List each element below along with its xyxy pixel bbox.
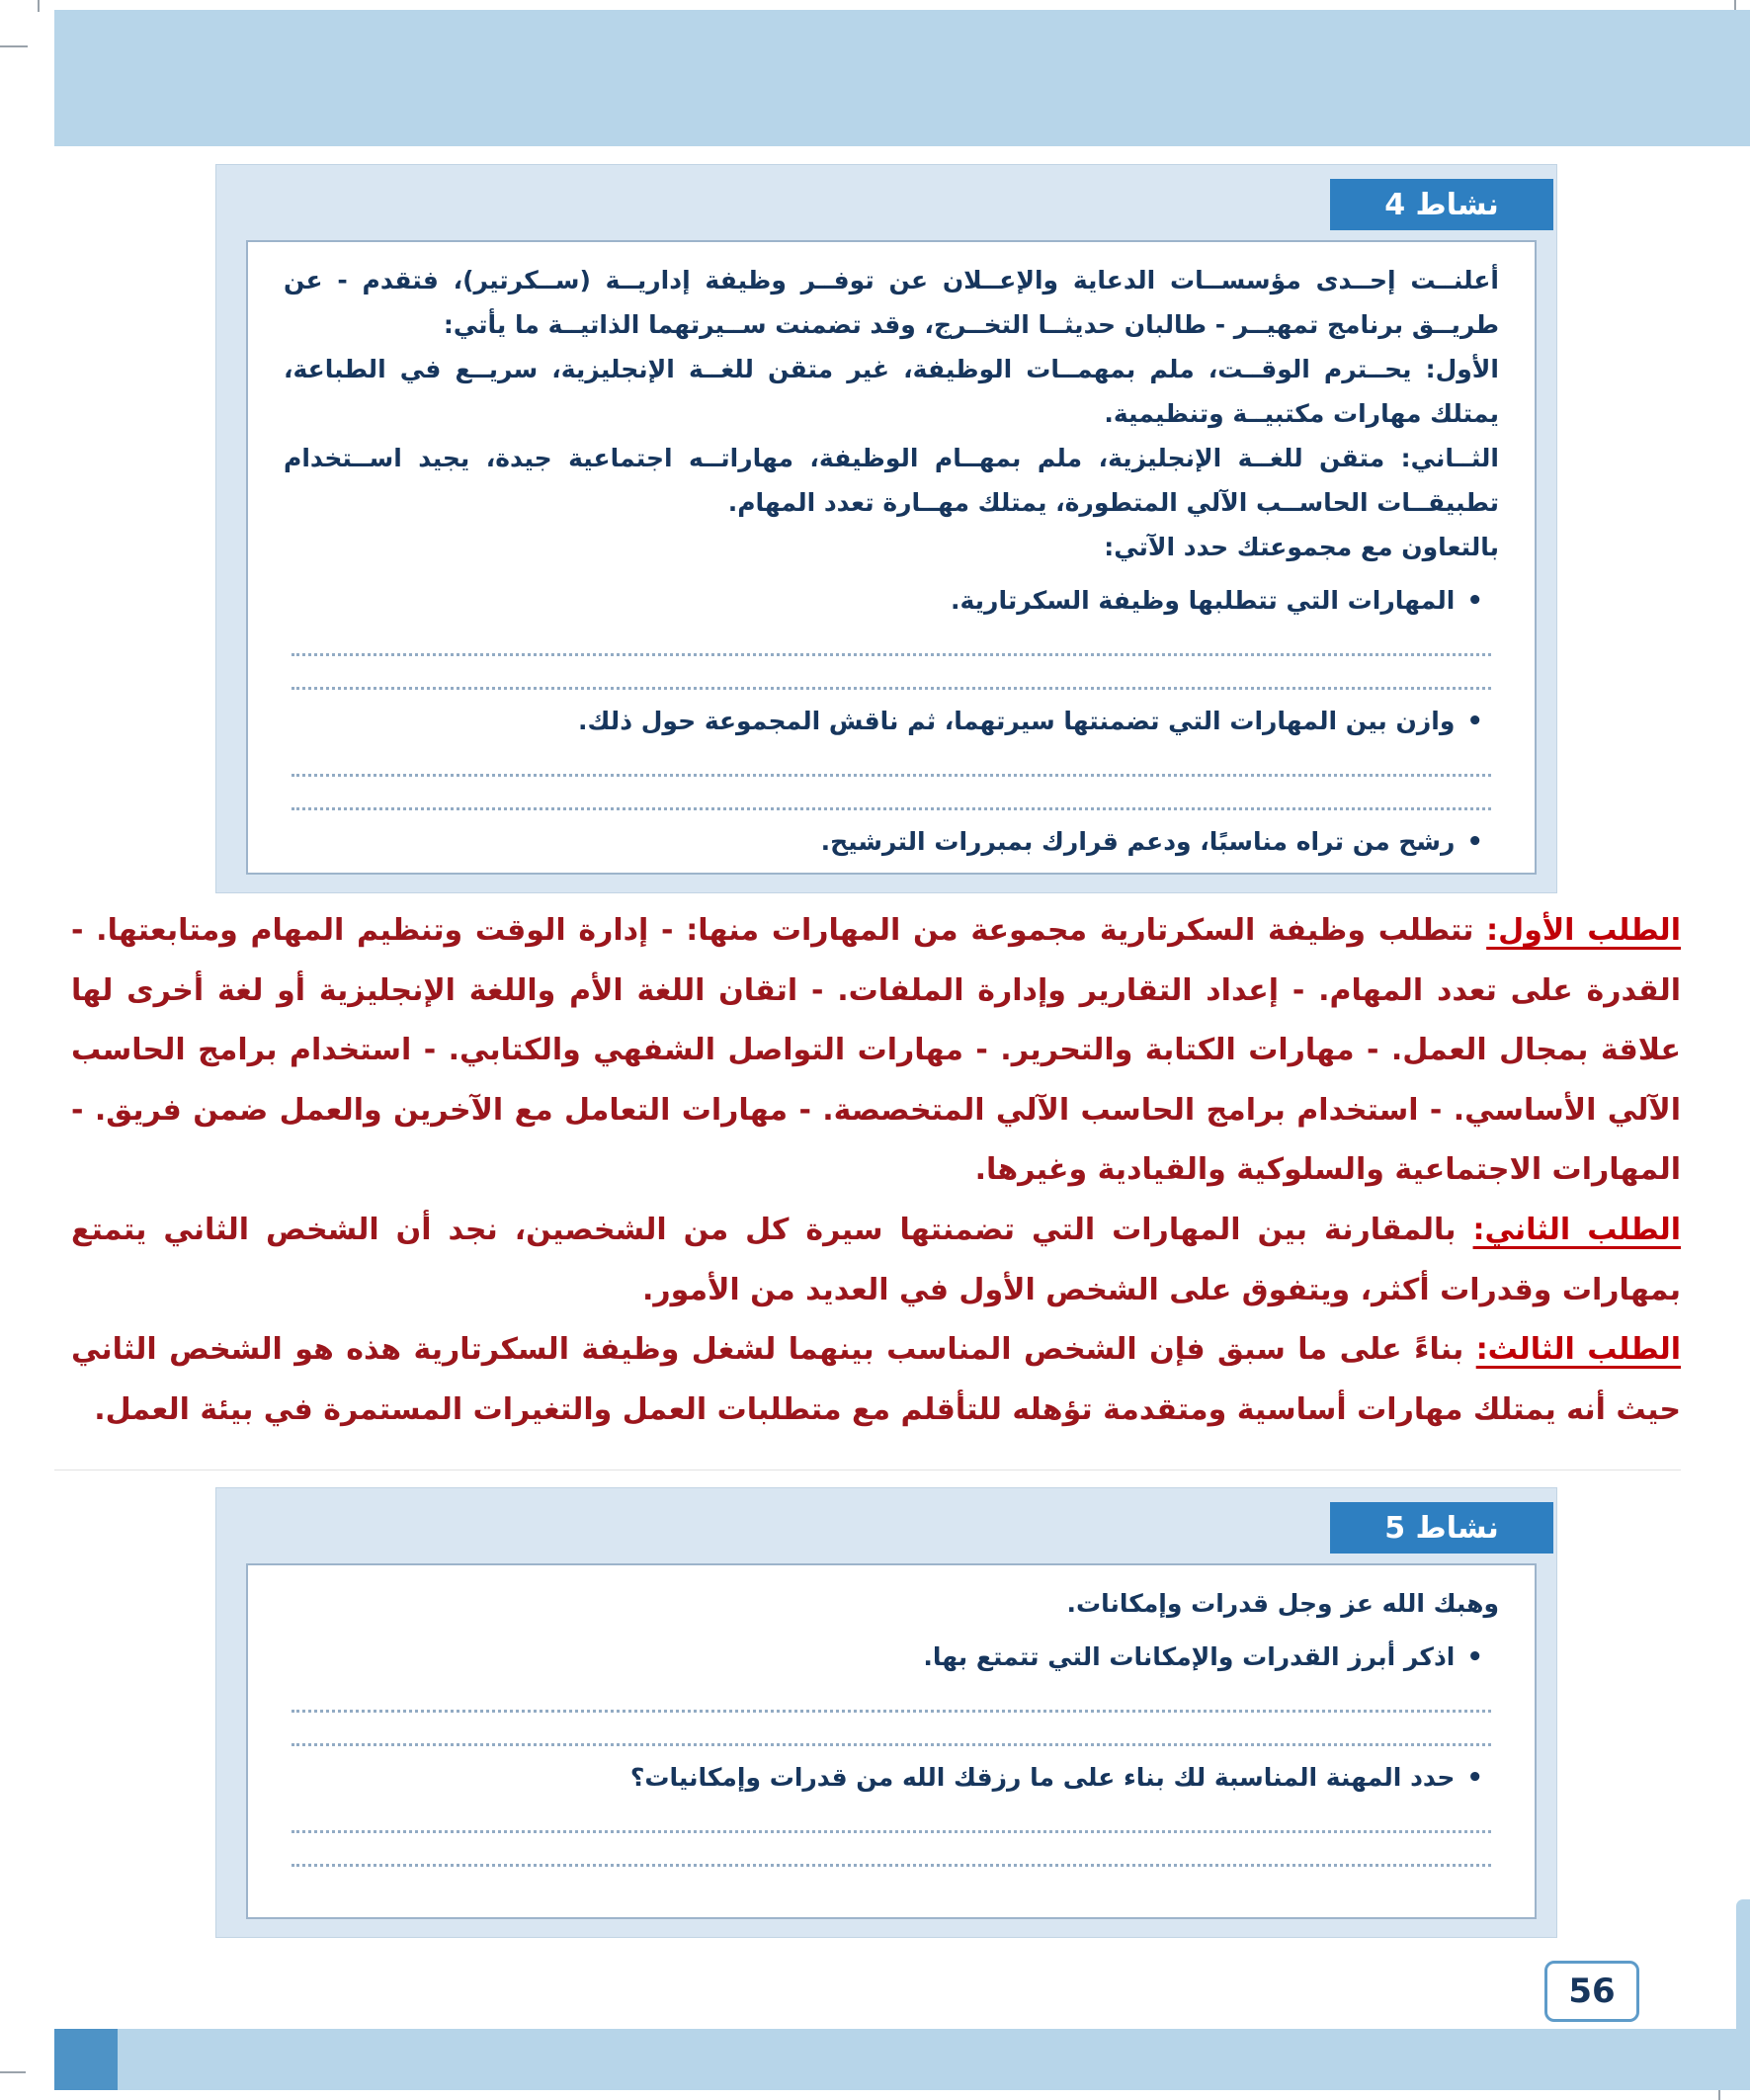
bullet-item (284, 1756, 1499, 1800)
bullet-icon (1466, 700, 1483, 743)
bullet-icon (1466, 1636, 1483, 1679)
answer-blank-line (292, 743, 1491, 777)
activity-5-paragraph: وهبك الله عز وجل قدرات وإمكانات. (1066, 1589, 1499, 1618)
crop-mark (0, 2071, 26, 2073)
answer-blank-line (292, 1800, 1491, 1833)
answer-blank-line (292, 1833, 1491, 1867)
activity-4-box (215, 164, 1557, 893)
answer-paragraph (71, 901, 1681, 1201)
activity-4-content (246, 240, 1537, 875)
bottom-band (54, 2029, 1750, 2090)
answer-label: الطلب الأول: (1486, 913, 1681, 948)
activity-4-paragraph: الثــاني: متقن للغــة الإنجليزية، ملم بمهــام الوظيفة، مهاراتــه اجتماعية جيدة، يجيد اســتخدام تطبيقــات الحاســب الآلي المتطورة، يمتلك مهــارة تعدد المهام. (284, 444, 1499, 517)
answer-label: الطلب الثاني: (1472, 1212, 1681, 1247)
page-number: 56 (1568, 1972, 1616, 2011)
activity-5-tab-label: نشاط 5 (1384, 1510, 1499, 1546)
bullet-item (284, 579, 1499, 623)
bullet-text: المهارات التي تتطلبها وظيفة السكرتارية. (951, 586, 1456, 615)
activity-4-tab (1330, 179, 1553, 230)
activity-5-box (215, 1487, 1557, 1938)
answer-blank-line (292, 1679, 1491, 1713)
top-band (54, 10, 1750, 146)
bullet-text: حدد المهنة المناسبة لك بناء على ما رزقك الله من قدرات وإمكانيات؟ (629, 1763, 1456, 1793)
answer-text: تتطلب وظيفة السكرتارية مجموعة من المهارات منها: - إدارة الوقت وتنظيم المهام ومتابعتها. - القدرة على تعدد المهام. - إعداد التقارير وإدارة الملفات. - اتقان اللغة الأم واللغة الإنجليزية أو لغة أخرى لها علاقة بمجال العمل. - مهارات الكتابة والتحرير. - مهارات التواصل الشفهي والكتابي. - استخدام برامج الحاسب الآلي الأساسي. - استخدام برامج الحاسب الآلي المتخصصة. - مهارات التعامل مع الآخرين والعمل ضمن فريق. - المهارات الاجتماعية والسلوكية والقيادية وغيرها. (71, 913, 1681, 1188)
bullet-icon (1466, 820, 1483, 864)
crop-mark (38, 0, 40, 12)
answer-blank-line (292, 656, 1491, 690)
bullet-icon (1466, 579, 1483, 623)
bullet-item (284, 1636, 1499, 1679)
activity-5-content (246, 1563, 1537, 1919)
answer-text: بناءً على ما سبق فإن الشخص المناسب بينهما لشغل وظيفة السكرتارية هذه هو الشخص الثاني حيث أنه يمتلك مهارات أساسية ومتقدمة تؤهله للتأقلم مع متطلبات العمل والتغيرات المستمرة في بيئة العمل. (71, 1332, 1681, 1427)
answer-blank-line (292, 777, 1491, 810)
activity-4-tab-label: نشاط 4 (1384, 187, 1499, 222)
bottom-band-accent (54, 2029, 118, 2090)
bullet-item (284, 820, 1499, 864)
activity-5-tab (1330, 1502, 1553, 1554)
answer-label: الطلب الثالث: (1475, 1332, 1681, 1368)
page-number-badge (1544, 1961, 1639, 2022)
answers-section (71, 901, 1681, 1440)
page-edge-strip (1736, 1899, 1750, 2029)
answer-paragraph (71, 1320, 1681, 1440)
activity-4-paragraph: بالتعاون مع مجموعتك حدد الآتي: (1104, 533, 1499, 561)
bullet-item (284, 700, 1499, 743)
answer-blank-line (292, 1713, 1491, 1746)
bullet-text: رشح من تراه مناسبًا، ودعم قرارك بمبررات الترشيح. (820, 827, 1456, 857)
activity-4-paragraph: الأول: يحــترم الوقــت، ملم بمهمــات الوظيفة، غير متقن للغــة الإنجليزية، سريــع في الطباعة، يمتلك مهارات مكتبيــة وتنظيمية. (284, 355, 1499, 428)
bullet-text: وازن بين المهارات التي تضمنتها سيرتهما، ثم ناقش المجموعة حول ذلك. (578, 707, 1456, 736)
bullet-icon (1466, 1756, 1483, 1800)
answer-blank-line (292, 623, 1491, 656)
answer-text: بالمقارنة بين المهارات التي تضمنتها سيرة كل من الشخصين، نجد أن الشخص الثاني يتمتع بمهارات وقدرات أكثر، ويتفوق على الشخص الأول في العديد من الأمور. (71, 1212, 1681, 1307)
crop-mark (0, 45, 28, 47)
bullet-text: اذكر أبرز القدرات والإمكانات التي تتمتع بها. (923, 1642, 1456, 1671)
activity-4-paragraph: أعلنــت إحــدى مؤسســات الدعاية والإعــلان عن توفــر وظيفة إداريــة (ســكرتير)، فتقدم - عن طريــق برنامج تمهيــر - طالبان حديثــا التخــرج، وقد تضمنت ســيرتهما الذاتيــة ما يأتي: (284, 266, 1499, 339)
answer-paragraph (71, 1201, 1681, 1320)
